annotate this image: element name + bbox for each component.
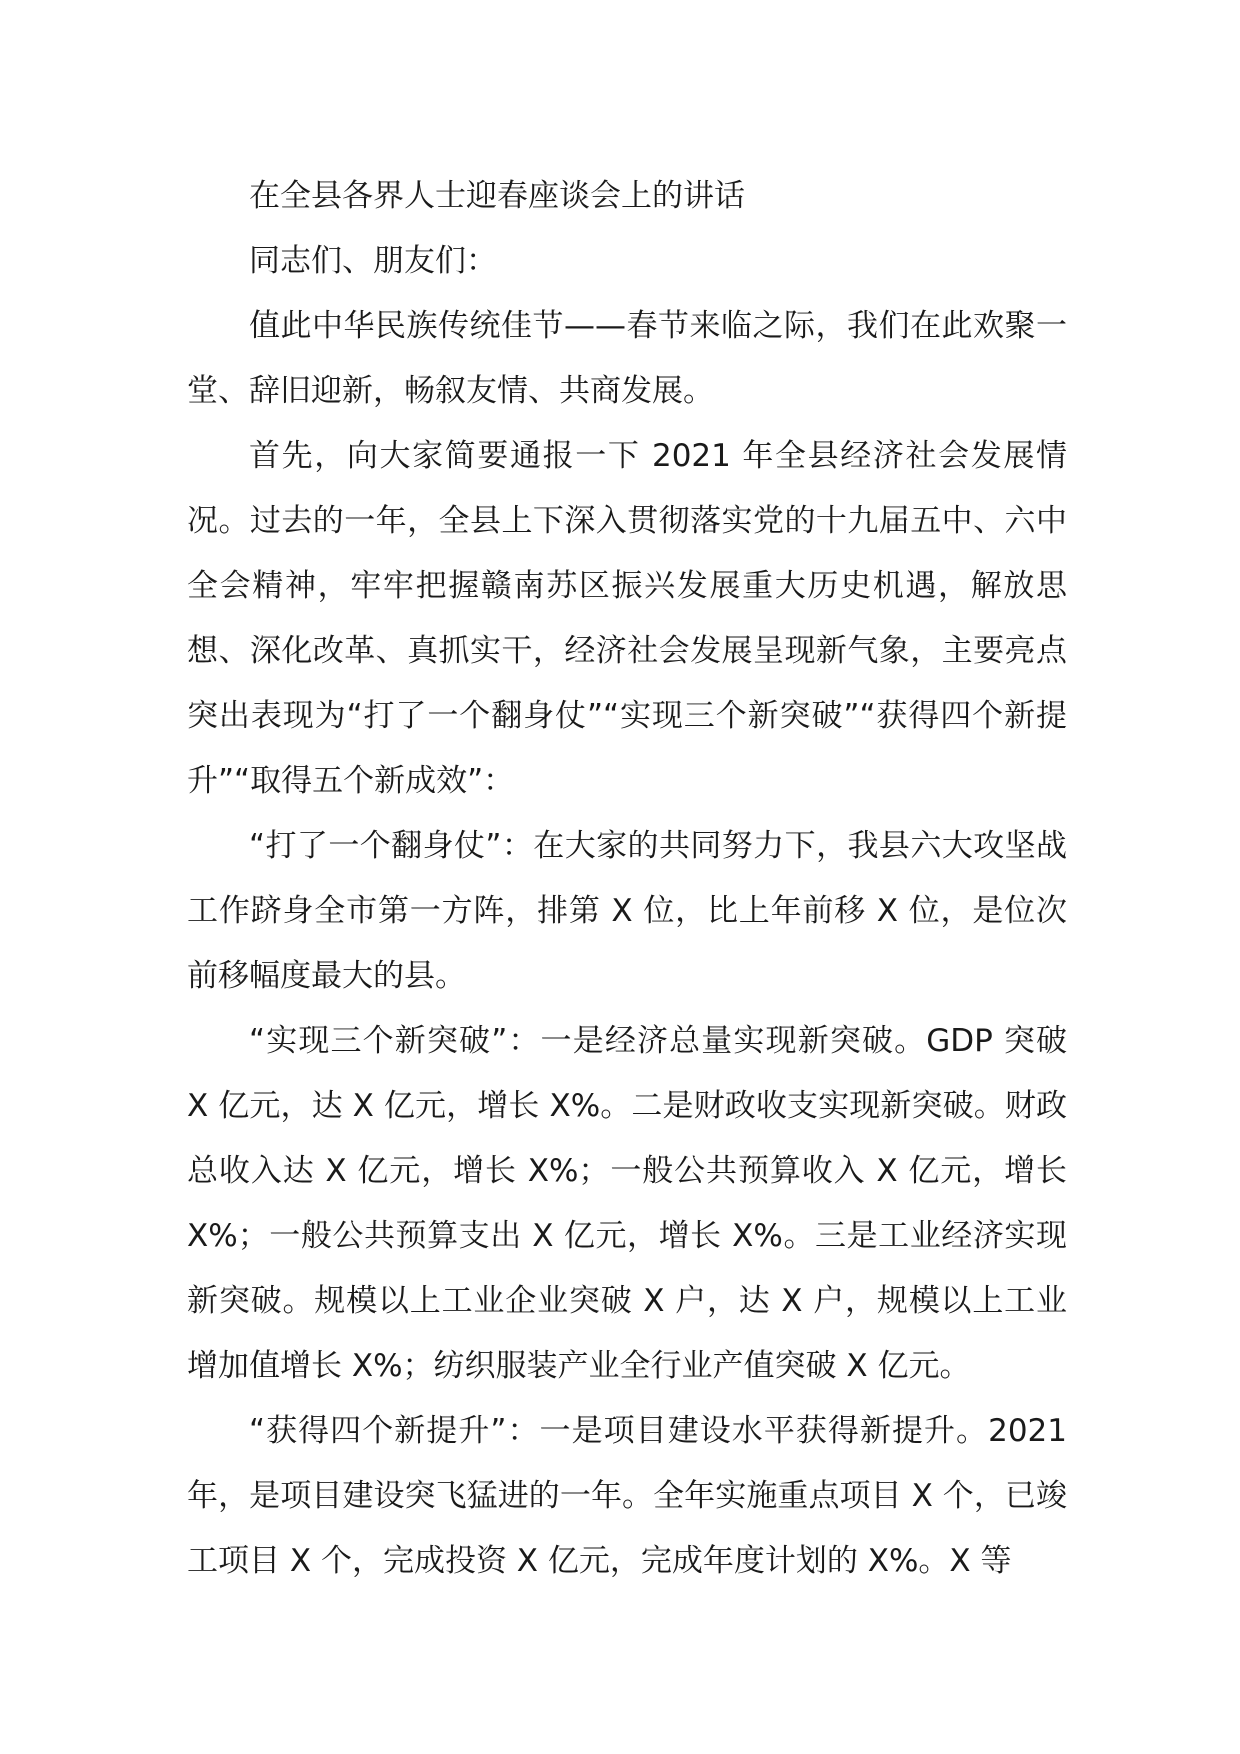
paragraph-2: 首先，向大家简要通报一下 2021 年全县经济社会发展情况。过去的一年，全县上下深入贯彻落实党的十九届五中、六中全会精神，牢牢把握赣南苏区振兴发展重大历史机遇，解放思 想、深化改革、真抓实干，经济社会发展呈现新气象，主要亮点突出表现为“打了一个翻身仗”“实现三个新突破”“获得四个新提升”“取得五个新成效”：: [187, 438, 1067, 799]
document-title: 在全县各界人士迎春座谈会上的讲话: [249, 178, 745, 214]
document-body: [187, 164, 1067, 1594]
paragraph-4: “实现三个新突破”：一是经济总量实现新突破。GDP 突破 X 亿元，达 X 亿元，增长 X%。二是财政收支实现新突破。财政总收入达 X 亿元，增长 X%；一般公共预算收入 X 亿元，增长 X%；一般公共预算支出 X 亿元，增长 X%。三是工业经济实现新突破。规模以上工业企业突破 X 户，达 X 户，规模以上工业增加值增长 X%；纺织服装产业全行业产值突破 X 亿元。: [187, 1023, 1067, 1384]
paragraph-5: “获得四个新提升”：一是项目建设水平获得新提升。2021 年，是项目建设突飞猛进的一年。全年实施重点项目 X 个，已竣工项目 X 个，完成投资 X 亿元，完成年度计划的 X%。X 等: [187, 1413, 1067, 1579]
salutation: 同志们、朋友们：: [249, 243, 497, 279]
paragraph-3: “打了一个翻身仗”：在大家的共同努力下，我县六大攻坚战工作跻身全市第一方阵，排第 X 位，比上年前移 X 位，是位次前移幅度最大的县。: [187, 828, 1067, 994]
paragraph-1: 值此中华民族传统佳节——春节来临之际，我们在此欢聚一堂、辞旧迎新，畅叙友情、共商发展。: [187, 308, 1067, 409]
